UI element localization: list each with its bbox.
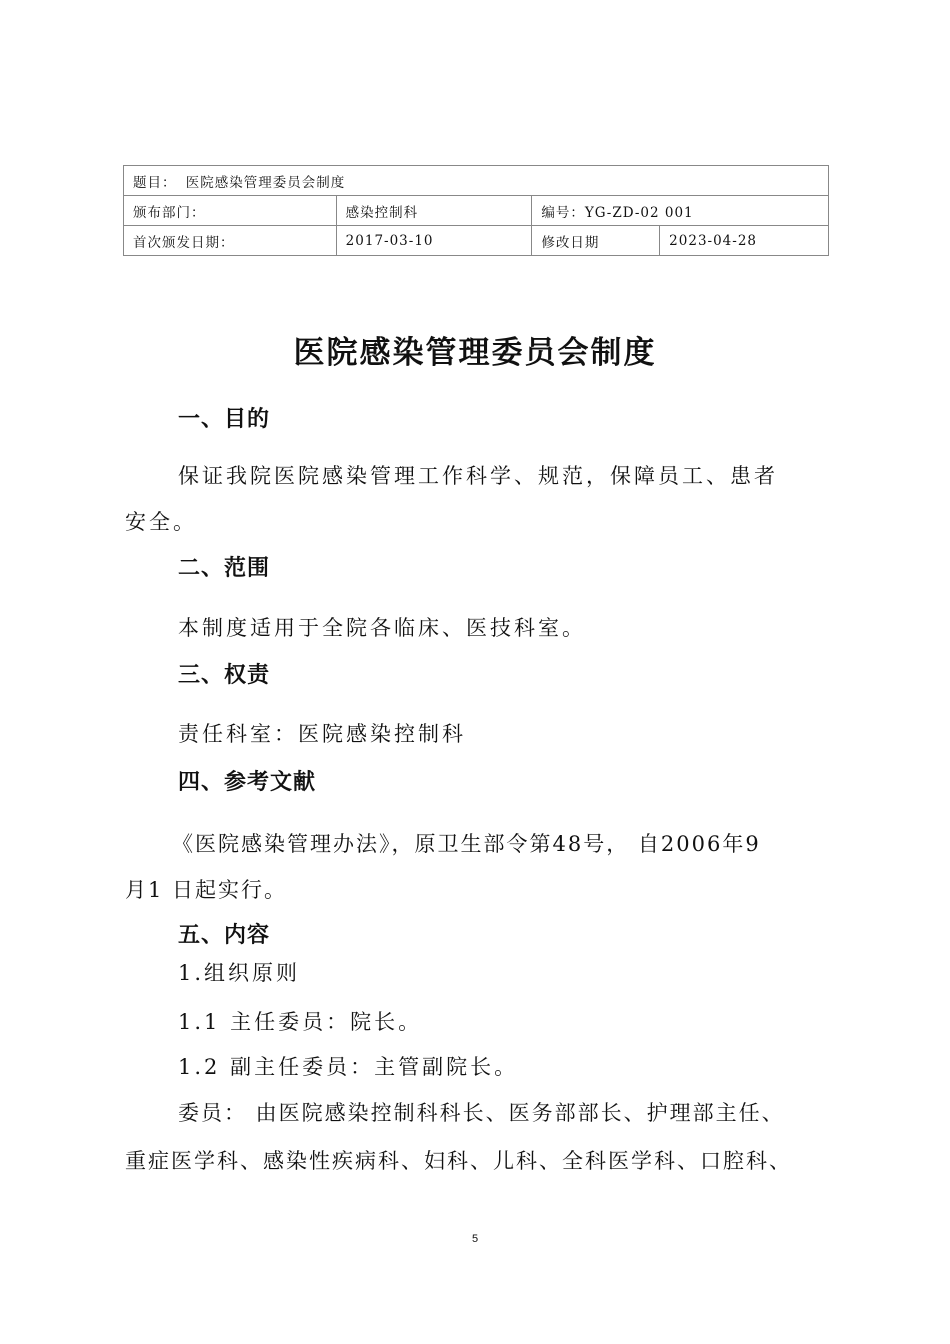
- meta-title-value: 医院感染管理委员会制度: [185, 174, 346, 191]
- meta-first-date-label: 首次颁发日期：: [124, 226, 337, 256]
- meta-revise-value: 2023-04-28: [660, 226, 829, 256]
- meta-row-title: [124, 166, 829, 196]
- section-5-item-1-1: 1.1 主任委员：院长。: [178, 1010, 423, 1034]
- document-title: 医院感染管理委员会制度: [293, 335, 657, 371]
- meta-revise-label: 修改日期: [532, 226, 660, 256]
- section-4-text-line-1: 《医院感染管理办法》，原卫生部令第48号， 自2006年9: [172, 832, 761, 856]
- section-2-text: 本制度适用于全院各临床、医技科室。: [178, 616, 586, 640]
- section-4-heading: 四、参考文献: [178, 770, 317, 795]
- meta-dept-value: 感染控制科: [336, 196, 532, 226]
- section-4-text-line-2: 月1 日起实行。: [125, 878, 288, 902]
- section-5-item-1: 1.组织原则: [178, 961, 301, 985]
- section-5-heading: 五、内容: [178, 923, 271, 948]
- meta-code: 编号：YG-ZD-02 001: [532, 196, 829, 226]
- meta-row-dates: [124, 226, 829, 256]
- section-5-members-line-2: 重症医学科、感染性疾病科、妇科、儿科、全科医学科、口腔科、: [125, 1149, 792, 1173]
- section-1-heading: 一、目的: [178, 407, 271, 432]
- meta-title-label: 题目：: [133, 174, 177, 191]
- document-meta-table: [123, 165, 829, 256]
- meta-title-cell: [124, 166, 829, 196]
- meta-dept-label: 颁布部门：: [124, 196, 337, 226]
- section-1-text-line-2: 安全。: [125, 510, 197, 534]
- section-5-members-line-1: 委员： 由医院感染控制科科长、医务部部长、护理部主任、: [178, 1101, 785, 1125]
- section-3-heading: 三、权责: [178, 663, 271, 688]
- page-number: 5: [471, 1233, 479, 1245]
- meta-row-dept: [124, 196, 829, 226]
- section-2-heading: 二、范围: [178, 556, 271, 581]
- meta-first-date-value: 2017-03-10: [336, 226, 532, 256]
- section-3-text: 责任科室：医院感染控制科: [178, 722, 466, 746]
- section-1-text-line-1: 保证我院医院感染管理工作科学、规范，保障员工、患者: [178, 464, 778, 488]
- section-5-item-1-2: 1.2 副主任委员：主管副院长。: [178, 1055, 519, 1079]
